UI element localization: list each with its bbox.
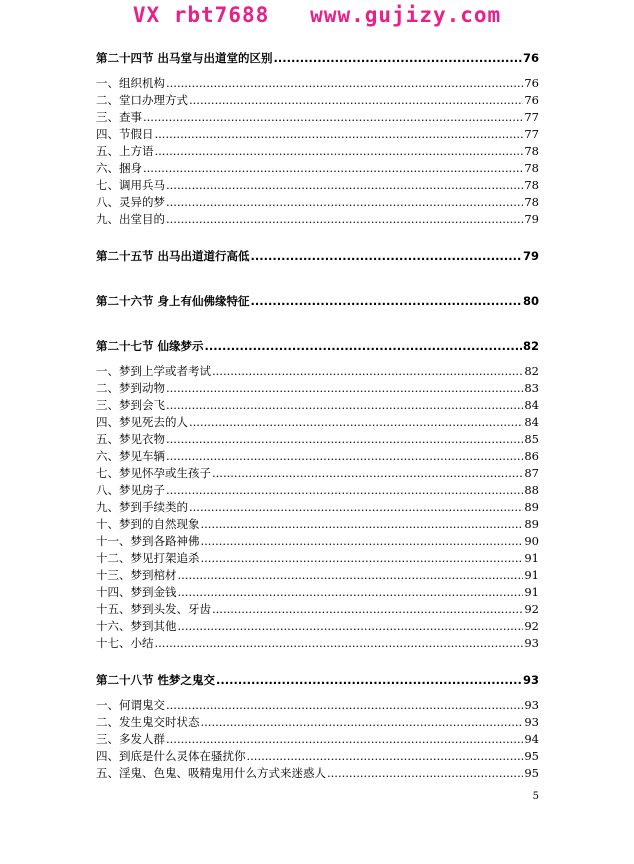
toc-leader-dots bbox=[178, 618, 524, 635]
toc-page-number: 89 bbox=[524, 500, 539, 514]
toc-entry[interactable] bbox=[96, 177, 539, 194]
toc-entry-label: 十一、梦到各路神佛 bbox=[96, 534, 200, 548]
toc-page-number: 86 bbox=[524, 449, 539, 463]
toc-entry-label: 八、灵异的梦 bbox=[96, 195, 165, 209]
toc-page-number: 92 bbox=[524, 619, 539, 633]
toc-entry-label: 七、梦见怀孕或生孩子 bbox=[96, 466, 211, 480]
toc-entry-label: 二、堂口办理方式 bbox=[96, 93, 188, 107]
toc-entry[interactable] bbox=[96, 567, 539, 584]
toc-page-number: 83 bbox=[524, 381, 539, 395]
toc-leader-dots bbox=[212, 601, 523, 618]
toc-section-heading[interactable] bbox=[96, 672, 539, 689]
toc-entry[interactable] bbox=[96, 92, 539, 109]
toc-section-title: 第二十八节 性梦之鬼交 bbox=[96, 673, 216, 687]
toc-entry[interactable] bbox=[96, 143, 539, 160]
toc-entry-label: 九、梦到手续类的 bbox=[96, 500, 188, 514]
toc-page-number: 91 bbox=[524, 585, 539, 599]
toc-page-number: 88 bbox=[524, 483, 539, 497]
toc-leader-dots bbox=[155, 143, 524, 160]
toc-leader-dots bbox=[166, 194, 523, 211]
toc-leader-dots bbox=[189, 414, 523, 431]
toc-entry-label: 七、调用兵马 bbox=[96, 178, 165, 192]
toc-page-number: 80 bbox=[522, 294, 539, 308]
toc-leader-dots bbox=[189, 92, 523, 109]
toc-page-number: 94 bbox=[524, 732, 539, 746]
toc-entry-label: 六、梦见车辆 bbox=[96, 449, 165, 463]
toc-entry-label: 八、梦见房子 bbox=[96, 483, 165, 497]
toc-entry-label: 二、发生鬼交时状态 bbox=[96, 715, 200, 729]
toc-page-number: 78 bbox=[524, 178, 539, 192]
toc-entry[interactable] bbox=[96, 765, 539, 782]
toc-leader-dots bbox=[201, 533, 524, 550]
toc-section-heading[interactable] bbox=[96, 50, 539, 67]
toc-entry[interactable] bbox=[96, 714, 539, 731]
toc-page-number: 84 bbox=[524, 415, 539, 429]
toc-entry-label: 四、节假日 bbox=[96, 127, 154, 141]
toc-section-title: 第二十四节 出马堂与出道堂的区别 bbox=[96, 51, 273, 65]
toc-page-number: 91 bbox=[524, 568, 539, 582]
toc-entry[interactable] bbox=[96, 363, 539, 380]
toc-page-number: 78 bbox=[524, 195, 539, 209]
toc-page-number: 85 bbox=[524, 432, 539, 446]
toc-entry[interactable] bbox=[96, 499, 539, 516]
toc-entry[interactable] bbox=[96, 731, 539, 748]
toc-section-heading[interactable] bbox=[96, 338, 539, 355]
toc-entry-label: 十六、梦到其他 bbox=[96, 619, 177, 633]
toc-leader-dots bbox=[327, 765, 523, 782]
toc-entry-label: 四、梦见死去的人 bbox=[96, 415, 188, 429]
toc-entry[interactable] bbox=[96, 465, 539, 482]
toc-entry-label: 二、梦到动物 bbox=[96, 381, 165, 395]
toc-section-title: 第二十六节 身上有仙佛缘特征 bbox=[96, 294, 250, 308]
toc-leader-dots bbox=[166, 211, 523, 228]
toc-page-number: 76 bbox=[524, 76, 539, 90]
toc-page-number: 93 bbox=[524, 698, 539, 712]
toc-page-number: 78 bbox=[524, 161, 539, 175]
toc-page-number: 82 bbox=[522, 339, 539, 353]
toc-leader-dots bbox=[251, 293, 522, 310]
page-number: 5 bbox=[532, 791, 539, 802]
toc-page-number: 78 bbox=[524, 144, 539, 158]
toc-entry-label: 六、捆身 bbox=[96, 161, 142, 175]
toc-leader-dots bbox=[166, 75, 523, 92]
toc-page-number: 82 bbox=[524, 364, 539, 378]
toc-page-number: 93 bbox=[522, 673, 539, 687]
toc-entry[interactable] bbox=[96, 618, 539, 635]
toc-leader-dots bbox=[166, 380, 523, 397]
toc-entry-label: 三、梦到会飞 bbox=[96, 398, 165, 412]
toc-page-number: 90 bbox=[524, 534, 539, 548]
toc-leader-dots bbox=[166, 482, 523, 499]
toc-entry[interactable] bbox=[96, 109, 539, 126]
toc-section-heading[interactable] bbox=[96, 248, 539, 265]
toc-entry[interactable] bbox=[96, 448, 539, 465]
toc-entry-label: 一、组织机构 bbox=[96, 76, 165, 90]
toc-leader-dots bbox=[201, 714, 524, 731]
toc-entry-label: 十三、梦到棺材 bbox=[96, 568, 177, 582]
toc-entry-label: 十二、梦见打架追杀 bbox=[96, 551, 200, 565]
toc-entry[interactable] bbox=[96, 160, 539, 177]
toc-entry-label: 五、梦见衣物 bbox=[96, 432, 165, 446]
toc-page-number: 79 bbox=[524, 212, 539, 226]
toc-leader-dots bbox=[201, 550, 524, 567]
toc-entry[interactable] bbox=[96, 397, 539, 414]
toc-entry[interactable] bbox=[96, 414, 539, 431]
toc-page-number: 95 bbox=[524, 749, 539, 763]
toc-section-title: 第二十七节 仙缘梦示 bbox=[96, 339, 204, 353]
toc-leader-dots bbox=[155, 126, 524, 143]
toc-leader-dots bbox=[166, 397, 523, 414]
toc-section-heading[interactable] bbox=[96, 293, 539, 310]
toc-entry-label: 九、出堂目的 bbox=[96, 212, 165, 226]
toc-entry-label: 四、到底是什么灵体在骚扰你 bbox=[96, 749, 246, 763]
toc-leader-dots bbox=[143, 160, 523, 177]
toc-entry-label: 三、查事 bbox=[96, 110, 142, 124]
toc-leader-dots bbox=[166, 731, 523, 748]
toc-leader-dots bbox=[166, 177, 523, 194]
toc-entry-label: 一、何谓鬼交 bbox=[96, 698, 165, 712]
toc-entry[interactable] bbox=[96, 748, 539, 765]
toc-entry-label: 一、梦到上学或者考试 bbox=[96, 364, 211, 378]
toc-entry-label: 十五、梦到头发、牙齿 bbox=[96, 602, 211, 616]
toc-entry-label: 十四、梦到金钱 bbox=[96, 585, 177, 599]
toc-leader-dots bbox=[155, 635, 524, 652]
toc-entry[interactable] bbox=[96, 635, 539, 652]
toc-entry[interactable] bbox=[96, 516, 539, 533]
toc-leader-dots bbox=[201, 516, 524, 533]
toc-page-number: 91 bbox=[524, 551, 539, 565]
toc-entry[interactable] bbox=[96, 75, 539, 92]
toc-section-title: 第二十五节 出马出道道行高低 bbox=[96, 249, 250, 263]
toc-leader-dots bbox=[212, 465, 523, 482]
toc-leader-dots bbox=[178, 584, 524, 601]
toc-entry[interactable] bbox=[96, 194, 539, 211]
toc-entry[interactable] bbox=[96, 126, 539, 143]
toc-page-number: 93 bbox=[524, 715, 539, 729]
toc-entry[interactable] bbox=[96, 482, 539, 499]
toc-entry[interactable] bbox=[96, 211, 539, 228]
toc-entry[interactable] bbox=[96, 431, 539, 448]
toc-entry[interactable] bbox=[96, 380, 539, 397]
toc-page-number: 93 bbox=[524, 636, 539, 650]
toc-leader-dots bbox=[205, 338, 522, 355]
toc-page-number: 95 bbox=[524, 766, 539, 780]
toc-leader-dots bbox=[166, 448, 523, 465]
toc-page-number: 76 bbox=[524, 93, 539, 107]
toc-leader-dots bbox=[143, 109, 523, 126]
toc-leader-dots bbox=[247, 748, 524, 765]
toc-entry-label: 十七、小结 bbox=[96, 636, 154, 650]
toc-entry[interactable] bbox=[96, 550, 539, 567]
toc-leader-dots bbox=[274, 50, 522, 67]
toc-entry[interactable] bbox=[96, 697, 539, 714]
toc-leader-dots bbox=[251, 248, 522, 265]
toc-entry[interactable] bbox=[96, 584, 539, 601]
toc-page-number: 77 bbox=[524, 110, 539, 124]
watermark-text: VX rbt7688 www.gujizy.com bbox=[132, 3, 502, 27]
toc-entry[interactable] bbox=[96, 601, 539, 618]
toc-leader-dots bbox=[178, 567, 524, 584]
toc-page-number: 79 bbox=[522, 249, 539, 263]
toc-leader-dots bbox=[166, 431, 523, 448]
toc-entry-label: 五、上方语 bbox=[96, 144, 154, 158]
toc-entry-label: 三、多发人群 bbox=[96, 732, 165, 746]
toc-page-number: 89 bbox=[524, 517, 539, 531]
toc-page-number: 92 bbox=[524, 602, 539, 616]
toc-leader-dots bbox=[216, 672, 522, 689]
toc-page-number: 84 bbox=[524, 398, 539, 412]
toc-entry-label: 五、淫鬼、色鬼、吸精鬼用什么方式来迷惑人 bbox=[96, 766, 326, 780]
table-of-contents bbox=[96, 50, 539, 782]
toc-leader-dots bbox=[166, 697, 523, 714]
toc-leader-dots bbox=[189, 499, 523, 516]
toc-leader-dots bbox=[212, 363, 523, 380]
toc-entry-label: 十、梦到的自然现象 bbox=[96, 517, 200, 531]
toc-page-number: 76 bbox=[522, 51, 539, 65]
toc-page-number: 87 bbox=[524, 466, 539, 480]
toc-page-number: 77 bbox=[524, 127, 539, 141]
toc-entry[interactable] bbox=[96, 533, 539, 550]
